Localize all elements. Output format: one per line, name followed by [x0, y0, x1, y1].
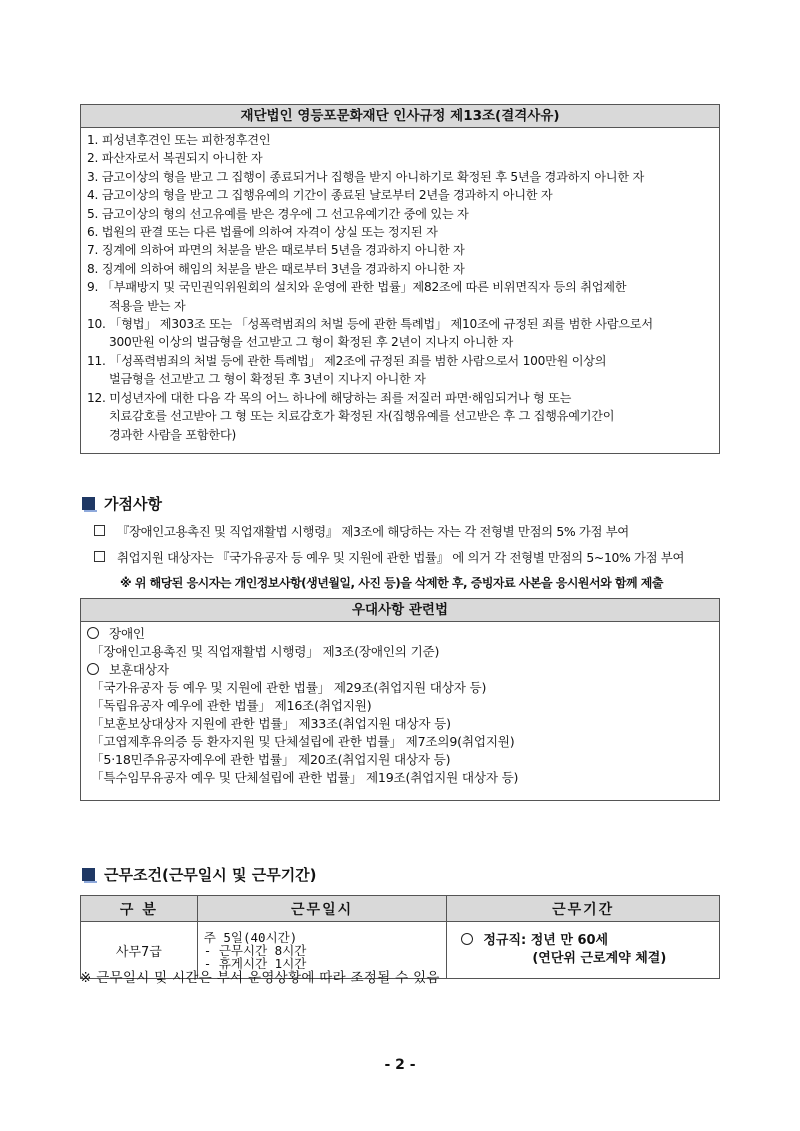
disqualification-item [87, 241, 719, 259]
section-square-icon [82, 868, 95, 881]
bonus-note: ※ 위 해당된 응시자는 개인정보사항(생년월일, 사진 등)을 삭제한 후, 증빙자료 사본을 응시원서와 함께 제출 [120, 576, 663, 590]
item-text: 벌금형을 선고받고 그 형이 확정된 후 3년이 지나지 아니한 자 [109, 372, 426, 387]
bonus-section-title [82, 493, 162, 514]
item-text: 징계에 의하여 해임의 처분을 받은 때로부터 3년을 경과하지 아니한 자 [101, 261, 465, 276]
item-number: 5. [87, 206, 99, 221]
circle-bullet-icon [87, 627, 99, 639]
disqualification-item [87, 315, 719, 333]
item-number: 2. [87, 151, 99, 166]
preference-law: 「5‧18민주유공자예우에 관한 법률」 제20조(취업지원 대상자 등) [91, 752, 451, 767]
disqualification-item [87, 131, 719, 149]
work-section-title [82, 864, 317, 885]
header-work-period: 근무기간 [447, 896, 720, 922]
preference-law: 「보훈보상대상자 지원에 관한 법률」 제33조(취업지원 대상자 등) [91, 716, 451, 731]
disqualification-item-continued [87, 333, 719, 351]
disqualification-item [87, 223, 719, 241]
preference-box [80, 598, 720, 801]
grade-cell: 사무7급 [81, 922, 198, 979]
bonus-title-text: 가점사항 [104, 495, 162, 513]
item-number: 1. [87, 133, 99, 147]
item-number: 10. [87, 317, 106, 332]
work-time-line: - 근무시간 8시간 [203, 942, 307, 958]
preference-group-label [87, 661, 719, 679]
preference-title: 우대사항 관련법 [81, 599, 719, 622]
header-category: 구 분 [81, 896, 198, 922]
disqualification-item-continued [87, 426, 719, 444]
preference-group-label [87, 625, 719, 643]
table-header-row [81, 896, 720, 922]
item-text: 파산자로서 복권되지 아니한 자 [101, 151, 263, 166]
section-square-icon [82, 497, 95, 510]
item-text: 「형법」 제303조 또는 「성폭력범죄의 처벌 등에 관한 특례법」 제10조에 규정된 죄를 범한 사람으로서 [109, 317, 653, 332]
work-footnote: ※ 근무일시 및 시간은 부서 운영상황에 따라 조정될 수 있음 [80, 970, 440, 986]
bonus-item-text: 취업지원 대상자는 『국가유공자 등 예우 및 지원에 관한 법률』 에 의거 각 전형별 만점의 5~10% 가점 부여 [117, 550, 685, 565]
disqualification-item [87, 278, 719, 296]
circle-bullet-icon [87, 663, 99, 675]
disqualification-item [87, 205, 719, 223]
preference-law: 「특수임무유공자 예우 및 단체설립에 관한 법률」 제19조(취업지원 대상자 등) [91, 770, 519, 785]
item-text: 금고이상의 형의 선고유예를 받은 경우에 그 선고유예기간 중에 있는 자 [101, 206, 469, 221]
item-number: 4. [87, 188, 99, 203]
work-title-text: 근무조건(근무일시 및 근무기간) [104, 866, 317, 884]
work-period-line: (연단위 근로계약 체결) [532, 951, 667, 966]
disqualification-item-continued [87, 407, 719, 425]
circle-bullet-icon [461, 933, 473, 945]
group-label-text: 보훈대상자 [109, 662, 169, 677]
checkbox-icon [94, 551, 105, 562]
work-period-cell [447, 922, 720, 979]
disqualification-item-continued [87, 297, 719, 315]
work-time-line: - 휴게시간 1시간 [203, 955, 307, 971]
item-text: 법원의 판결 또는 다른 법률에 의하여 자격이 상실 또는 정지된 자 [101, 225, 438, 240]
preference-law: 「고엽제후유의증 등 환자지원 및 단체설립에 관한 법률」 제7조의9(취업지원) [91, 734, 515, 749]
item-number: 8. [87, 261, 99, 276]
item-text: 경과한 사람을 포함한다) [109, 427, 236, 442]
preference-group1-laws [87, 643, 719, 661]
item-number: 11. [87, 353, 106, 368]
item-text: 적용을 받는 자 [109, 298, 186, 313]
item-number: 6. [87, 225, 99, 240]
group-label-text: 장애인 [109, 626, 145, 641]
disqualification-item [87, 260, 719, 278]
item-text: 「성폭력범죄의 처벌 등에 관한 특례법」 제2조에 규정된 죄를 범한 사람으로서 100만원 이상의 [109, 353, 607, 368]
disqualification-box [80, 104, 720, 454]
work-period-line [461, 932, 718, 950]
bonus-item [94, 548, 684, 566]
item-number: 7. [87, 243, 99, 258]
item-number: 3. [87, 169, 99, 184]
disqualification-item [87, 389, 719, 407]
disqualification-item [87, 352, 719, 370]
item-text: 징계에 의하여 파면의 처분을 받은 때로부터 5년을 경과하지 아니한 자 [101, 243, 465, 258]
work-time-line: 주 5일(40시간) [203, 929, 298, 945]
preference-group2-laws [87, 679, 719, 787]
disqualification-item-continued [87, 370, 719, 388]
item-text: 「부패방지 및 국민권익위원회의 설치와 운영에 관한 법률」제82조에 따른 비위면직자 등의 취업제한 [101, 280, 627, 295]
disqualification-item [87, 168, 719, 186]
preference-law: 「장애인고용촉진 및 직업재활법 시행령」 제3조(장애인의 기준) [91, 644, 440, 659]
disqualification-item [87, 186, 719, 204]
item-text: 금고이상의 형을 받고 그 집행이 종료되거나 집행을 받지 아니하기로 확정된 후 5년을 경과하지 아니한 자 [101, 169, 644, 184]
disqualification-list [81, 128, 719, 444]
checkbox-icon [94, 525, 105, 536]
item-text: 미성년자에 대한 다음 각 목의 어느 하나에 해당하는 죄를 저질러 파면‧해임되거나 형 또는 [109, 390, 572, 405]
item-number: 9. [87, 280, 99, 295]
header-work-time: 근무일시 [197, 896, 447, 922]
item-text: 300만원 이상의 벌금형을 선고받고 그 형이 확정된 후 2년이 지나지 아니한 자 [109, 335, 514, 350]
preference-law: 「국가유공자 등 예우 및 지원에 관한 법률」 제29조(취업지원 대상자 등) [91, 680, 487, 695]
item-text: 금고이상의 형을 받고 그 집행유예의 기간이 종료된 날로부터 2년을 경과하지 아니한 자 [101, 188, 553, 203]
item-text: 치료감호를 선고받아 그 형 또는 치료감호가 확정된 자(집행유예를 선고받은 후 그 집행유예기간이 [109, 409, 615, 424]
item-number: 12. [87, 390, 106, 405]
preference-law: 「독립유공자 예우에 관한 법률」 제16조(취업지원) [91, 698, 372, 713]
disqualification-item [87, 149, 719, 167]
bonus-item [94, 522, 629, 540]
item-text: 피성년후견인 또는 피한정후견인 [101, 133, 271, 147]
page-number: - 2 - [384, 1057, 416, 1073]
disqualification-title: 재단법인 영등포문화재단 인사규정 제13조(결격사유) [81, 105, 719, 128]
bonus-item-text: 『장애인고용촉진 및 직업재활법 시행령』 제3조에 해당하는 자는 각 전형별 만점의 5% 가점 부여 [117, 524, 629, 539]
period-text: 정규직: 정년 만 60세 [483, 933, 609, 948]
